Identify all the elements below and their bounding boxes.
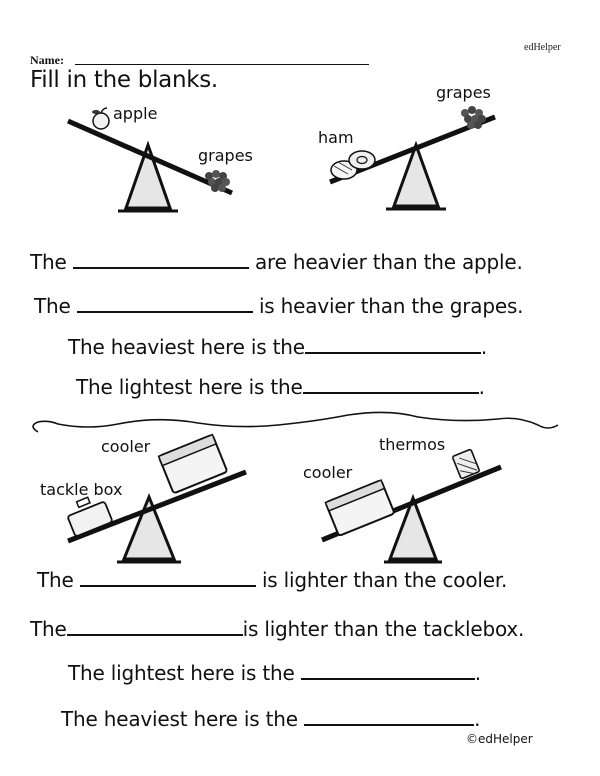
answer-blank[interactable] bbox=[305, 338, 481, 354]
sentence-text: The bbox=[37, 568, 74, 592]
answer-blank[interactable] bbox=[80, 571, 256, 587]
tackle-box-icon bbox=[67, 497, 112, 536]
sentence-text: The heaviest here is the bbox=[68, 335, 305, 359]
wavy-divider bbox=[33, 412, 558, 432]
apple-icon bbox=[92, 108, 109, 129]
label-grapes: grapes bbox=[198, 146, 253, 165]
answer-blank[interactable] bbox=[303, 378, 479, 394]
answer-blank[interactable] bbox=[73, 253, 249, 269]
sentence-5 bbox=[37, 568, 507, 592]
grapes-icon bbox=[461, 106, 486, 129]
sentence-text: is lighter than the tacklebox. bbox=[242, 617, 525, 641]
sentence-text: The bbox=[30, 250, 67, 274]
sentence-4 bbox=[76, 375, 485, 399]
answer-blank[interactable] bbox=[67, 620, 243, 636]
label-cooler: cooler bbox=[303, 463, 353, 482]
cooler-icon bbox=[325, 480, 394, 536]
answer-blank[interactable] bbox=[301, 664, 475, 680]
label-ham: ham bbox=[318, 128, 354, 147]
sentence-text: . bbox=[474, 661, 481, 685]
copyright-label: ©edHelper bbox=[466, 732, 533, 746]
thermos-icon bbox=[452, 449, 480, 479]
sentence-text: . bbox=[478, 375, 485, 399]
brand-label: edHelper bbox=[524, 42, 561, 53]
label-thermos: thermos bbox=[379, 435, 446, 454]
sentence-text: are heavier than the apple. bbox=[254, 250, 523, 274]
ham-icon bbox=[331, 151, 375, 179]
sentence-text: . bbox=[474, 707, 481, 731]
name-label: Name: bbox=[30, 53, 64, 67]
sentence-7 bbox=[68, 661, 481, 685]
sentence-text: The lightest here is the bbox=[68, 661, 295, 685]
sentence-8 bbox=[61, 707, 480, 731]
sentence-text: . bbox=[480, 335, 488, 359]
label-tackle-box: tackle box bbox=[40, 480, 123, 499]
sentence-text: is lighter than the cooler. bbox=[261, 568, 508, 592]
answer-blank[interactable] bbox=[304, 710, 474, 726]
label-apple: apple bbox=[113, 104, 158, 123]
sentence-3 bbox=[68, 335, 487, 359]
seesaw-right-1 bbox=[330, 106, 495, 209]
sentence-6 bbox=[30, 617, 524, 641]
sentence-2 bbox=[34, 294, 523, 318]
sentence-text: The heaviest here is the bbox=[61, 707, 298, 731]
answer-blank[interactable] bbox=[77, 297, 253, 313]
sentence-text: The lightest here is the bbox=[76, 375, 303, 399]
sentence-text: The bbox=[34, 294, 71, 318]
label-cooler: cooler bbox=[101, 437, 151, 456]
sentence-text: is heavier than the grapes. bbox=[258, 294, 524, 318]
sentence-text: The bbox=[30, 617, 67, 641]
sentence-1 bbox=[30, 250, 523, 274]
page-title: Fill in the blanks. bbox=[30, 67, 218, 93]
label-grapes: grapes bbox=[436, 83, 491, 102]
